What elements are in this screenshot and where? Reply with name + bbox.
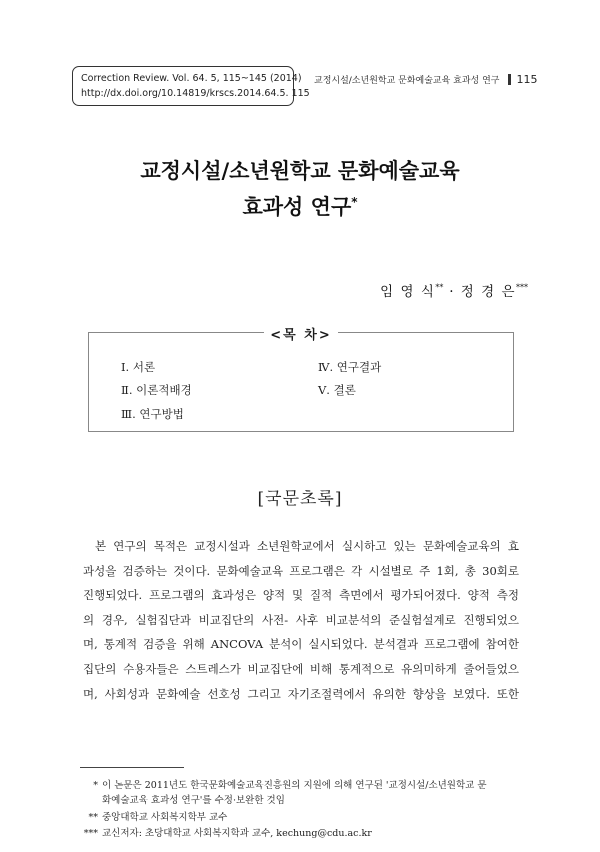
toc-item-method: Ⅲ. 연구방법 xyxy=(121,407,184,421)
footnote-mark: ** xyxy=(88,812,98,823)
title-footnote-mark: * xyxy=(351,195,358,209)
abstract-line: 집단의 수용자들은 스트레스가 비교집단에 비해 통계적으로 유의미하게 줄어들었으 xyxy=(83,661,519,676)
footnote-text: 이 논문은 2011년도 한국문화예술교육진흥원의 지원에 의해 연구된 '교정시설/소년원학교 문 xyxy=(102,780,487,791)
toc-item-conclusion: Ⅴ. 결론 xyxy=(318,383,356,397)
doi-link[interactable]: http://dx.doi.org/10.14819/krscs.2014.64.5. 115 xyxy=(81,88,310,99)
toc-item-results: Ⅳ. 연구결과 xyxy=(318,360,382,374)
footnote-text: 교신저자: 초당대학교 사회복지학과 교수, kechung@cdu.ac.kr xyxy=(102,828,372,839)
author-2-mark: *** xyxy=(516,283,528,292)
abstract-body xyxy=(83,534,519,706)
header-divider xyxy=(508,74,511,85)
abstract-line: 과성을 검증하는 것이다. 문화예술교육 프로그램은 각 시설별로 주 1회, 총 30회로 xyxy=(83,563,519,578)
footnote-mark: * xyxy=(93,780,98,791)
abstract-line: 며, 사회성과 문화예술 선호성 그리고 자기조절력에서 유의한 향상을 보였다. 또한 xyxy=(83,686,519,701)
footnote-author-1 xyxy=(80,810,227,825)
abstract-line: 의 경우, 실험집단과 비교집단의 사전- 사후 비교분석의 준실험설계로 진행되었으 xyxy=(83,612,519,627)
footnote-text: 중앙대학교 사회복지학부 교수 xyxy=(102,812,228,823)
citation-line-1: Correction Review. Vol. 64. 5, 115~145 (2014) xyxy=(81,73,302,84)
running-head xyxy=(314,73,538,86)
paper-title-line-1: 교정시설/소년원학교 문화예술교육 xyxy=(140,159,460,183)
author-line xyxy=(380,280,528,300)
author-2: 정 경 은 xyxy=(460,284,516,300)
citation-box xyxy=(72,66,310,106)
abstract-line: 본 연구의 목적은 교정시설과 소년원학교에서 실시하고 있는 문화예술교육의 효 xyxy=(95,539,519,553)
author-separator: · xyxy=(449,284,455,300)
author-1: 임 영 식 xyxy=(380,284,436,300)
author-1-mark: ** xyxy=(435,283,444,292)
paper-title-text: 효과성 연구 xyxy=(242,195,352,219)
footnote-text-cont: 화예술교육 효과성 연구'를 수정·보완한 것임 xyxy=(102,795,285,806)
page-number: 115 xyxy=(516,73,538,86)
table-of-contents xyxy=(88,328,514,432)
footnote-rule xyxy=(80,767,184,768)
running-title: 교정시설/소년원학교 문화예술교육 효과성 연구 xyxy=(314,76,500,86)
footnote-funding xyxy=(80,778,487,808)
footnote-mark: *** xyxy=(83,828,98,839)
toc-heading: <목 차> xyxy=(264,328,337,343)
toc-item-intro: Ⅰ. 서론 xyxy=(121,360,156,374)
abstract-line: 며, 통계적 검증을 위해 ANCOVA 분석이 실시되었다. 분석결과 프로그램에 참여한 xyxy=(83,637,519,652)
footnote-author-2 xyxy=(80,826,372,841)
abstract-line: 진행되었다. 프로그램의 효과성은 양적 및 질적 측면에서 평가되어졌다. 양적 측정 xyxy=(83,588,519,603)
abstract-heading: [국문초록] xyxy=(257,489,343,509)
toc-item-background: Ⅱ. 이론적배경 xyxy=(121,383,192,397)
paper-title-line-2 xyxy=(0,191,600,221)
